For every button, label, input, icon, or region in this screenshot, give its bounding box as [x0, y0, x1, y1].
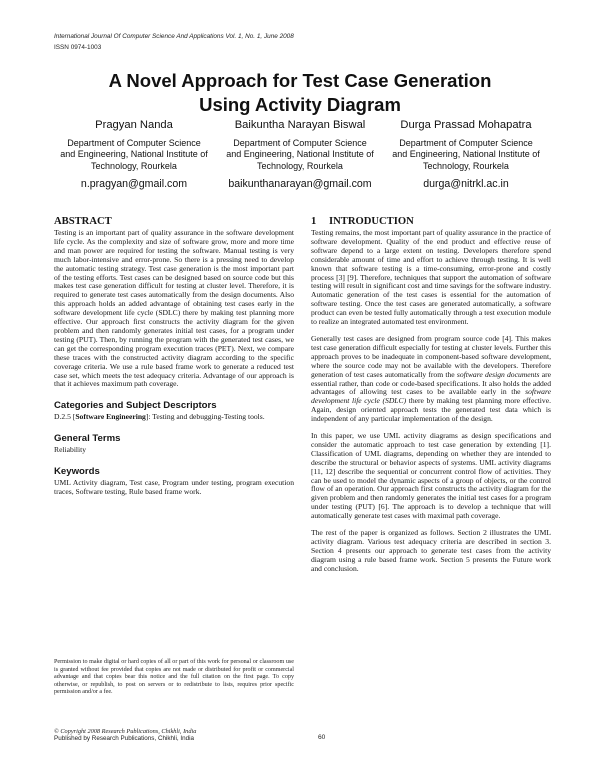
intro-paragraph-3: In this paper, we use UML activity diagrams as design specifications and consider the automatic approach to test case generation by extending [1]. Classification of UML diagrams, depending on whether they are intended to describe the structural or behavior aspects of systems. UML activity diagrams [11, 12] describe the sequential or concurrent control flow of activities. They can be used to model the dynamic aspects of a group of objects, or the control flow of an operation. Our approach first constructs the activity diagram for the given problem and then randomly generates the initial test cases for a program under testing (PUT) [6]. The approach is to develop a technique that will automatically generate test cases with maximal path coverage. — [311, 431, 551, 521]
right-column — [311, 215, 551, 574]
author-department: Department of Computer Science — [67, 138, 201, 148]
author-block-2 — [205, 118, 395, 191]
author-name: Baikuntha Narayan Biswal — [234, 119, 366, 131]
section-title: INTRODUCTION — [329, 216, 414, 227]
author-name: Durga Prassad Mohapatra — [400, 119, 532, 131]
issn-line: ISSN 0974-1003 — [54, 44, 102, 51]
author-location: Technology, Rourkela — [91, 160, 177, 171]
publisher-line: Published by Research Publications, Chikhli, India — [54, 735, 195, 742]
left-column — [54, 215, 294, 497]
author-department: Department of Computer Science — [399, 138, 533, 148]
abstract-heading: ABSTRACT — [54, 216, 112, 227]
keywords-heading: Keywords — [54, 466, 100, 478]
page-number: 60 — [318, 734, 326, 741]
paper-title — [60, 69, 540, 117]
general-terms-heading: General Terms — [54, 433, 121, 445]
author-email: durga@nitrkl.ac.in — [423, 177, 509, 190]
author-block-1 — [39, 118, 229, 191]
author-location: Technology, Rourkela — [423, 160, 509, 171]
author-institute: and Engineering, National Institute of — [60, 149, 208, 160]
intro-paragraph-4: The rest of the paper is organized as follows. Section 2 illustrates the UML activity diagram. Various test adequacy criteria are described in section 3. Section 4 presents our approach to generate test cases from the activity diagram using a rule based frame work. Section 5 presents the Future work and conclusion. — [311, 528, 551, 573]
intro-paragraph-2: Generally test cases are designed from program source code [4]. This makes test case generation difficult especially for testing at cluster levels. Further this approach proves to be inadequate in component-based software development, where the source code may not be available with the developers. Therefore generation of test cases automatically from the software design documents are essential rather, than code or code-based specifications. It also holds the added advantages of allowing test cases to be available early in the software development life cycle (SDLC) there by making test planning more effective. Again, design oriented approach tests the generated test data which is independent of any particular implementation of the design. — [311, 333, 551, 424]
abstract-text: Testing is an important part of quality assurance in the software development life cycle. As the complexity and size of software grow, more and more time and man power are required for testing the software. Manual testing is very much labor-intensive and error-prone. So there is a pressing need to develop the automatic testing strategy. Test case generation is the most important part of the testing efforts. Test cases can be designed based on source code but this makes test case generation difficult for testing at cluster level. Therefore, it is required to generate test cases automatically from the design documents. Also this approach holds an added advantage of obtaining test cases early in the software development life cycle (SDLC) there by making test planning more effective. Our approach first constructs the activity diagram for the given problem and then randomly generates initial test cases, for a program under testing (PUT). Then, by running the program with the generated test cases, we can get the corresponding program execution traces (PET). Next, we compare these traces with the constructed activity diagram according to the specific coverage criteria. We use a rule based frame work to generate a reduced test case set, which meets the test adequacy criteria. Advantage of our approach is that it achieves maximum path coverage. — [54, 228, 294, 389]
categories-text: D.2.5 [Software Engineering]: Testing and debugging-Testing tools. — [54, 412, 265, 422]
title-line-2: Using Activity Diagram — [199, 94, 401, 115]
copyright-line: © Copyright 2008 Research Publications, Chikhli, India — [54, 728, 197, 735]
keywords-text: UML Activity diagram, Test case, Program under testing, program execution traces, Software testing, Rule based frame work. — [54, 478, 294, 497]
title-line-1: A Novel Approach for Test Case Generation — [108, 70, 492, 91]
general-terms-text: Reliability — [54, 445, 87, 455]
author-institute: and Engineering, National Institute of — [226, 149, 374, 160]
author-email: baikunthanarayan@gmail.com — [228, 177, 372, 190]
author-block-3 — [371, 118, 561, 191]
introduction-heading — [311, 215, 551, 228]
section-number: 1 — [311, 216, 317, 227]
permission-notice: Permission to make digital or hard copies of all or part of this work for personal or classroom use is granted without fee provided that copies are not made or distributed for profit or commercial advantage and that copies bear this notice and the full citation on the first page. To copy otherwise, or republish, to post on servers or to redistribute to lists, requires prior specific permission and/or a fee. — [54, 659, 294, 696]
journal-header: International Journal Of Computer Science And Applications Vol. 1, No. 1, June 2008 — [54, 33, 294, 40]
author-department: Department of Computer Science — [233, 138, 367, 148]
intro-paragraph-1: Testing remains, the most important part of quality assurance in the practice of software development. Quality of the end product and effective reuse of software depend to a large extent on testing. Developers therefore spend considerable amount of time and effort to achieve through testing. It is well known that software testing is a time-consuming, error-prone and costly process [3] [9]. Therefore, techniques that support the automation of software testing will result in significant cost and time savings for the software industry. Automatic generation of the test cases is essential for the automation of software testing. Once the test cases are generated automatically, a software product can even be tested fully automatically through a test execution module to realize an integrated automated test environment. — [311, 228, 551, 327]
author-location: Technology, Rourkela — [257, 160, 343, 171]
categories-heading: Categories and Subject Descriptors — [54, 400, 217, 412]
author-institute: and Engineering, National Institute of — [392, 149, 540, 160]
author-email: n.pragyan@gmail.com — [80, 177, 188, 190]
author-name: Pragyan Nanda — [95, 119, 173, 131]
